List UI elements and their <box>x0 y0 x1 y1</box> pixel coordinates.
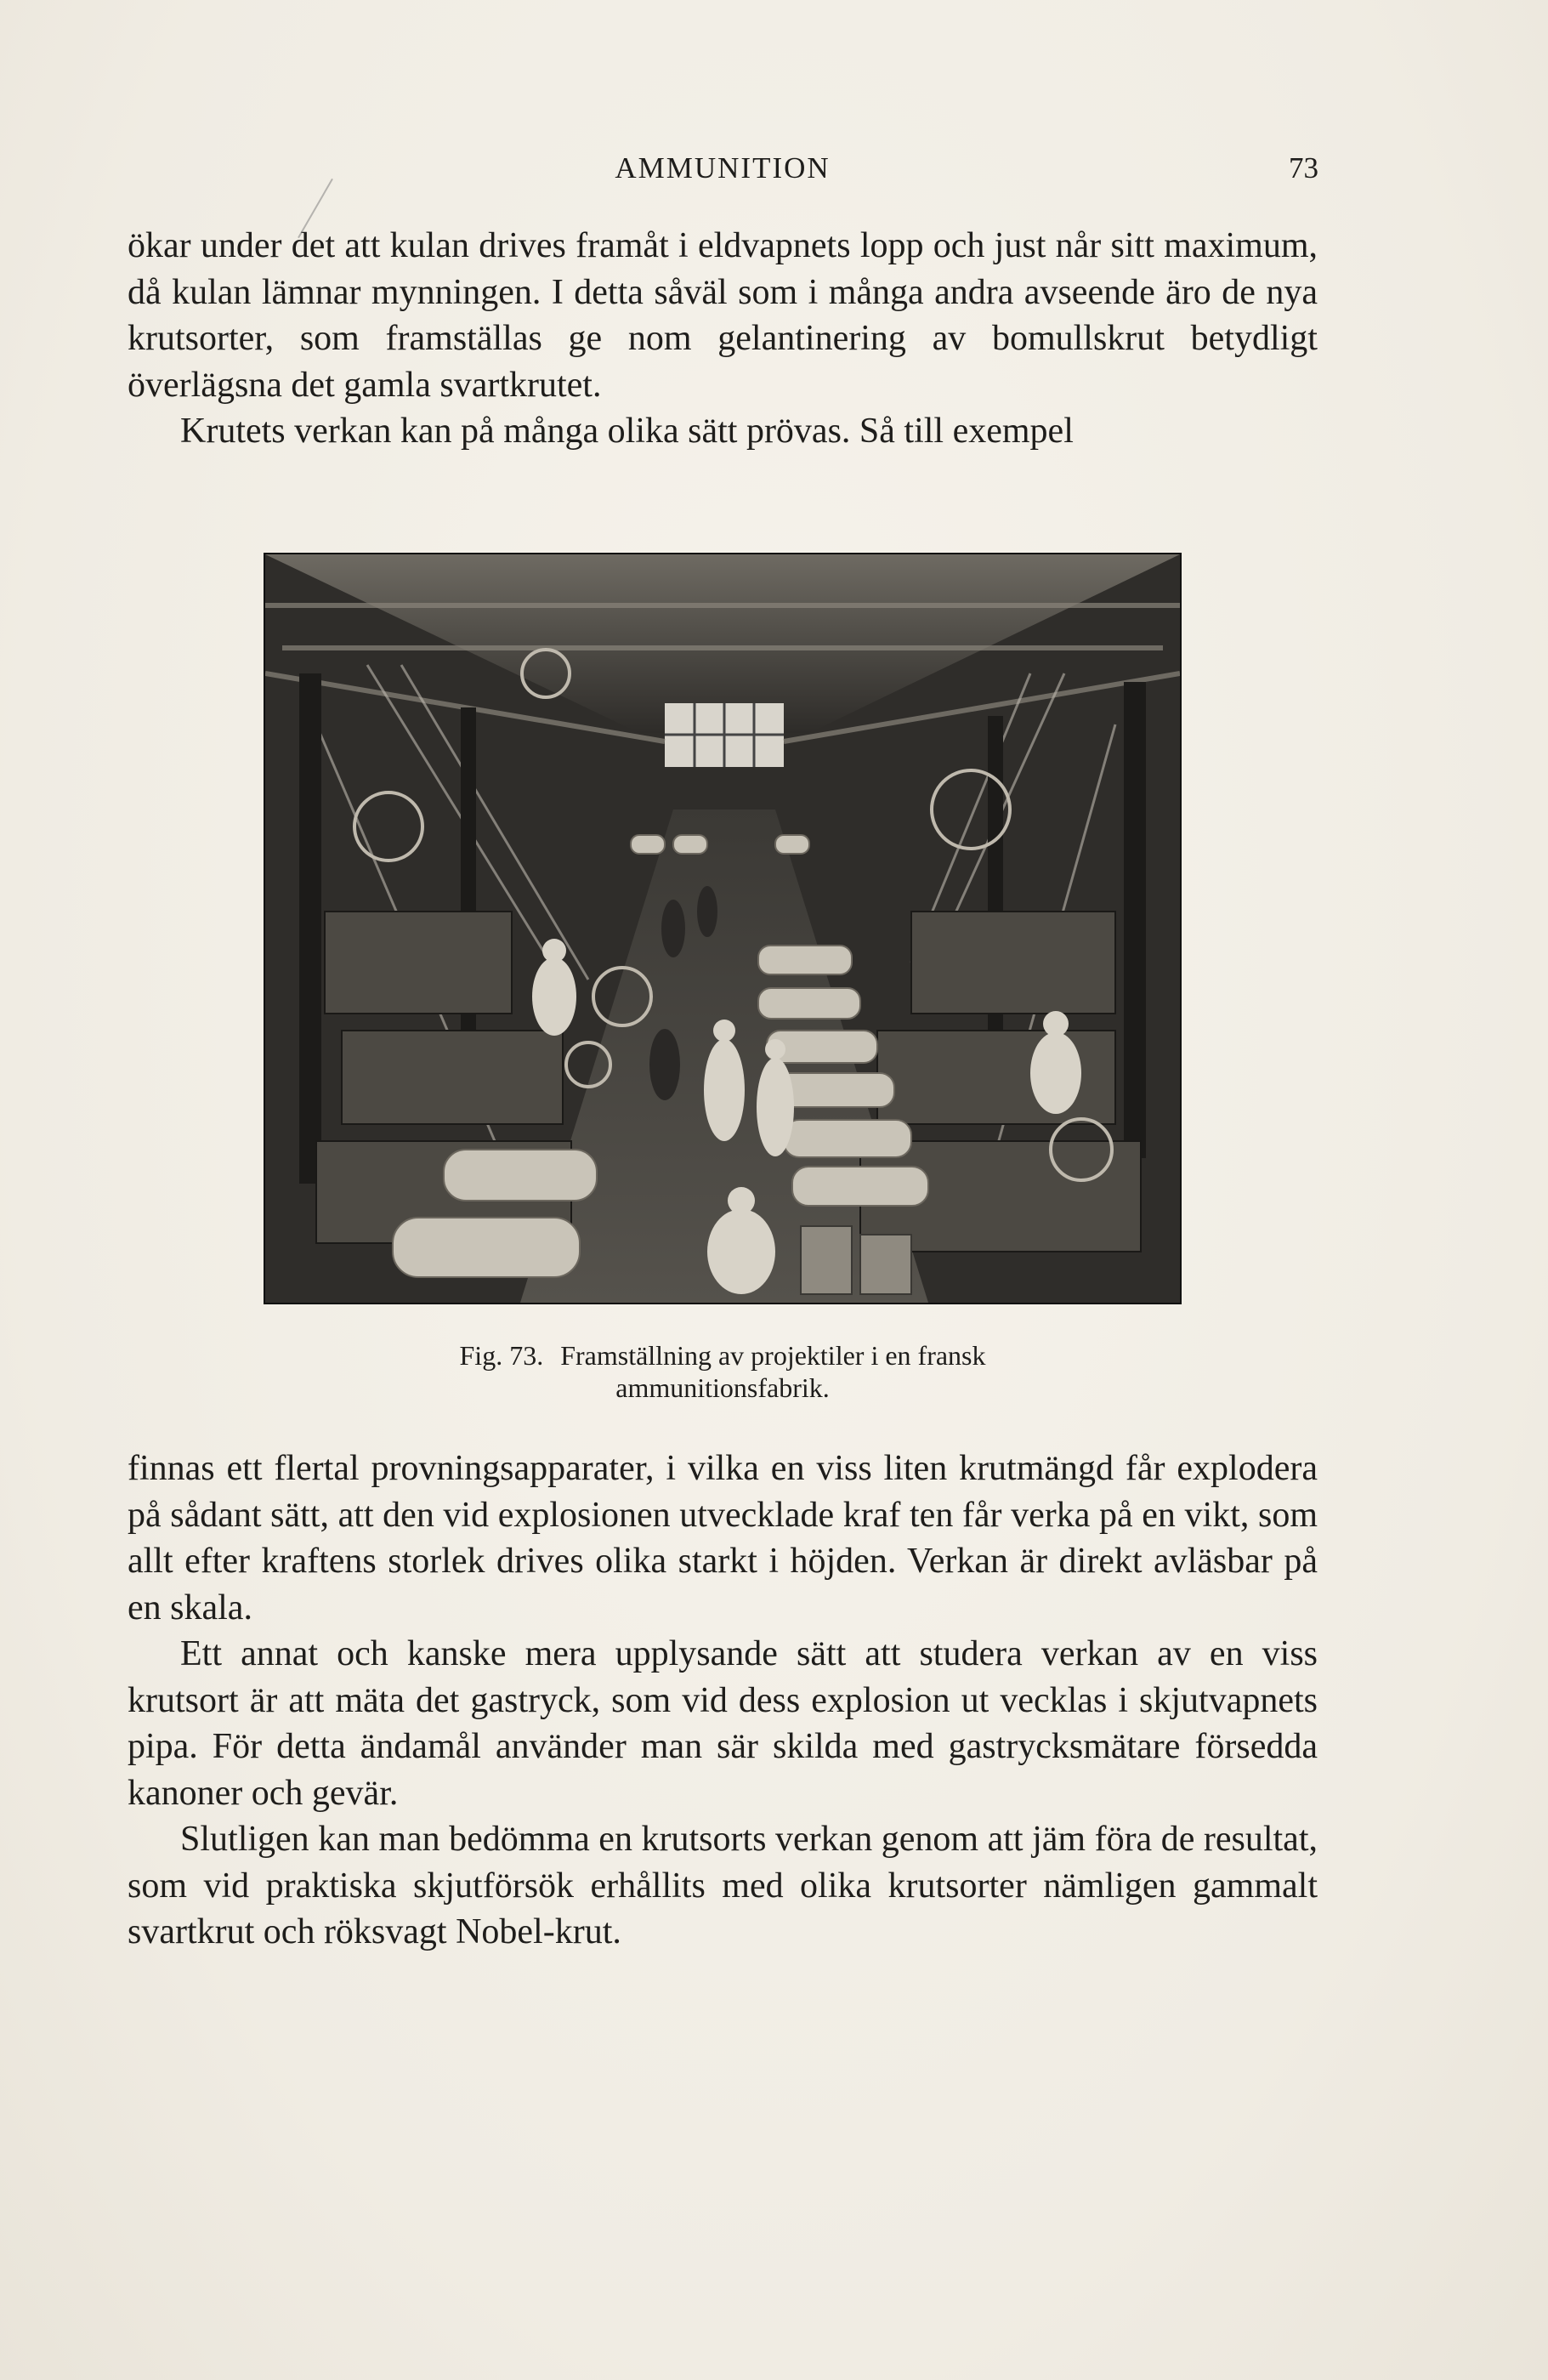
caption-text: Framställning av projektiler i en fransk <box>560 1340 986 1371</box>
body-text-top <box>128 223 1318 455</box>
body-text-bottom <box>128 1446 1318 1956</box>
factory-photo <box>264 553 1182 1304</box>
text-line: Slutligen kan man bedömma en krutsorts verkan genom att jäm <box>180 1820 1086 1859</box>
figure-label: Fig. 73. <box>459 1340 544 1371</box>
figure-caption <box>323 1339 1122 1404</box>
text-line: nom gelantinering av bomullskrut betydligt överlägsna det gamla <box>128 319 1318 405</box>
text-line: ökar under det att kulan drives framåt i eldvapnets lopp och just når <box>128 226 1111 265</box>
paragraph <box>128 223 1318 408</box>
text-line: krutsorter nämligen gammalt svartkrut och röksvagt Nobel-krut. <box>128 1866 1318 1951</box>
paragraph <box>128 1631 1318 1816</box>
text-line: ten får verka på en vikt, som allt efter kraftens storlek drives olika <box>128 1495 1318 1581</box>
caption-text: ammunitionsfabrik. <box>615 1372 830 1403</box>
text-line: Krutets verkan kan på många olika sätt prövas. Så till exempel <box>180 412 1074 451</box>
text-line: skilda med gastrycksmätare försedda kanoner och gevär. <box>128 1727 1318 1813</box>
running-title: AMMUNITION <box>615 151 831 185</box>
text-line: en viss krutsort är att mäta det gastryck, som vid dess explosion ut <box>128 1634 1318 1720</box>
text-line: Ett annat och kanske mera upplysande sätt att studera verkan av <box>180 1634 1210 1673</box>
text-line: starkt i höjden. Verkan är direkt avläsbar på en skala. <box>128 1542 1318 1627</box>
text-line: finnas ett flertal provningsapparater, i vilka en viss liten krutmängd <box>128 1449 1126 1488</box>
paragraph <box>128 1446 1318 1631</box>
text-line: sitt maximum, då kulan lämnar mynningen. I detta såväl som i <box>128 226 1318 312</box>
text-line: föra de resultat, som vid praktiska skjutförsök erhållits med olika <box>128 1820 1318 1906</box>
page-number: 73 <box>1289 151 1318 185</box>
text-line: får explodera på sådant sätt, att den vid explosionen utvecklade kraf <box>128 1449 1318 1535</box>
page-header <box>128 151 1318 194</box>
paragraph <box>128 1816 1318 1956</box>
text-line: vecklas i skjutvapnets pipa. För detta ändamål använder man sär <box>128 1680 1318 1766</box>
text-line: många andra avseende äro de nya krutsorter, som framställas ge <box>128 272 1318 358</box>
text-line: svartkrutet. <box>439 365 602 405</box>
factory-photo-icon <box>265 554 1180 1303</box>
paragraph <box>128 408 1318 455</box>
